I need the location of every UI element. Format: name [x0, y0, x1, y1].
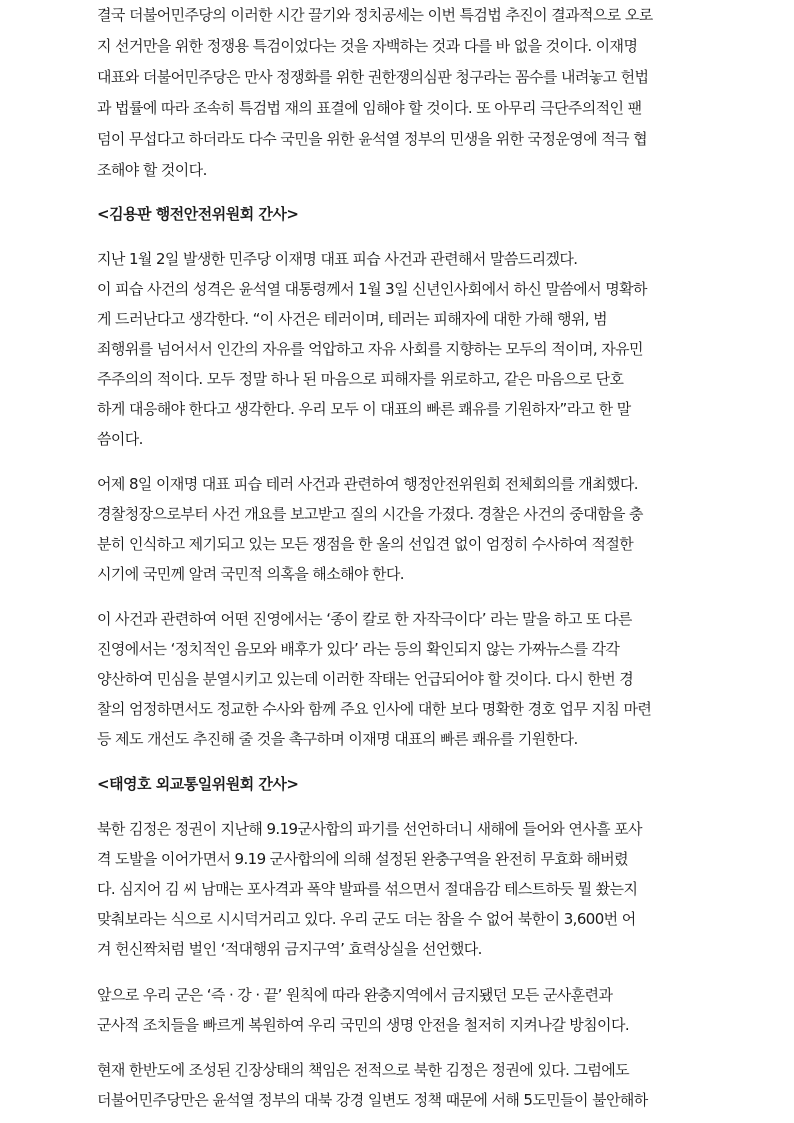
paragraph-line: 씀이다. — [97, 430, 143, 448]
paragraph-line: 어제 8일 이재명 대표 피습 테러 사건과 관련하여 행정안전위원회 전체회의를 개최했다. — [97, 475, 638, 493]
paragraph-line: 맞춰보라는 식으로 시시덕거리고 있다. 우리 군도 더는 참을 수 없어 북한이 3,600번 어 — [97, 910, 636, 928]
paragraph-line: 과 법률에 따라 조속히 특검법 재의 표결에 임해야 할 것이다. 또 아무리 극단주의적인 팬 — [97, 99, 642, 117]
paragraph-line: 군사적 조치들을 빠르게 복원하여 우리 국민의 생명 안전을 철저히 지켜나갈 방침이다. — [97, 1016, 630, 1034]
paragraph-line: 찰의 엄정하면서도 정교한 수사와 함께 주요 인사에 대한 보다 명확한 경호 업무 지침 마련 — [97, 700, 652, 718]
paragraph-line: 이 사건과 관련하여 어떤 진영에서는 ‘종이 칼로 한 자작극이다’ 라는 말을 하고 또 다른 — [97, 610, 632, 628]
paragraph-line: 지난 1월 2일 발생한 민주당 이재명 대표 피습 사건과 관련해서 말씀드리겠다. — [97, 250, 578, 268]
section-heading-kim-yongpan: <김용판 행전안전위원회 간사> — [97, 205, 299, 223]
paragraph-line: 등 제도 개선도 추진해 줄 것을 촉구하며 이재명 대표의 빠른 쾌유를 기원한다. — [97, 730, 578, 748]
paragraph-line: 이 피습 사건의 성격은 윤석열 대통령께서 1월 3일 신년인사회에서 하신 말씀에서 명확하 — [97, 280, 647, 298]
paragraph-line: 북한 김정은 정권이 지난해 9.19군사합의 파기를 선언하더니 새해에 들어와 연사흘 포사 — [97, 820, 642, 838]
paragraph-line: 게 드러난다고 생각한다. “이 사건은 테러이며, 테러는 피해자에 대한 가해 행위, 범 — [97, 310, 608, 328]
paragraph-line: 앞으로 우리 군은 ‘즉 · 강 · 끝’ 원칙에 따라 완충지역에서 금지됐던 모든 군사훈련과 — [97, 986, 613, 1004]
paragraph-line: 조해야 할 것이다. — [97, 161, 207, 179]
paragraph-line: 결국 더불어민주당의 이러한 시간 끌기와 정치공세는 이번 특검법 추진이 결과적으로 오로 — [97, 6, 653, 24]
paragraph-line: 주주의의 적이다. 모두 정말 하나 된 마음으로 피해자를 위로하고, 같은 마음으로 단호 — [97, 370, 624, 388]
paragraph-line: 분히 인식하고 제기되고 있는 모든 쟁점을 한 올의 선입견 없이 엄정히 수사하여 적절한 — [97, 535, 634, 553]
paragraph-line: 하게 대응해야 한다고 생각한다. 우리 모두 이 대표의 빠른 쾌유를 기원하자”라고 한 말 — [97, 400, 631, 418]
paragraph-line: 시기에 국민께 알려 국민적 의혹을 해소해야 한다. — [97, 565, 404, 583]
paragraph-line: 지 선거만을 위한 정쟁용 특검이었다는 것을 자백하는 것과 다를 바 없을 것이다. 이재명 — [97, 37, 638, 55]
paragraph-line: 죄행위를 넘어서서 인간의 자유를 억압하고 자유 사회를 지향하는 모두의 적이며, 자유민 — [97, 340, 643, 358]
paragraph-line: 진영에서는 ‘정치적인 음모와 배후가 있다’ 라는 등의 확인되지 않는 가짜뉴스를 각각 — [97, 640, 620, 658]
paragraph-line: 덤이 무섭다고 하더라도 다수 국민을 위한 윤석열 정부의 민생을 위한 국정운영에 적극 협 — [97, 130, 648, 148]
paragraph-line: 양산하여 민심을 분열시키고 있는데 이러한 작태는 언급되어야 할 것이다. 다시 한번 경 — [97, 670, 634, 688]
section-heading-tae-yongho: <태영호 외교통일위원회 간사> — [97, 775, 299, 793]
paragraph-line: 다. 심지어 김 씨 남매는 포사격과 폭약 발파를 섞으면서 절대음감 테스트하듯 뭘 쐈는지 — [97, 880, 638, 898]
paragraph-line: 겨 헌신짝처럼 벌인 ‘적대행위 금지구역’ 효력상실을 선언했다. — [97, 940, 482, 958]
paragraph-line: 경찰청장으로부터 사건 개요를 보고받고 질의 시간을 가졌다. 경찰은 사건의 중대함을 충 — [97, 505, 643, 523]
paragraph-line: 대표와 더불어민주당은 만사 정쟁화를 위한 권한쟁의심판 청구라는 꼼수를 내려놓고 헌법 — [97, 68, 649, 86]
paragraph-line: 격 도발을 이어가면서 9.19 군사합의에 의해 설정된 완충구역을 완전히 무효화 해버렸 — [97, 850, 629, 868]
paragraph-line: 더불어민주당만은 윤석열 정부의 대북 강경 일변도 정책 때문에 서해 5도민들이 불안해하 — [97, 1091, 648, 1109]
paragraph-line: 현재 한반도에 조성된 긴장상태의 책임은 전적으로 북한 김정은 정권에 있다. 그럼에도 — [97, 1061, 630, 1079]
